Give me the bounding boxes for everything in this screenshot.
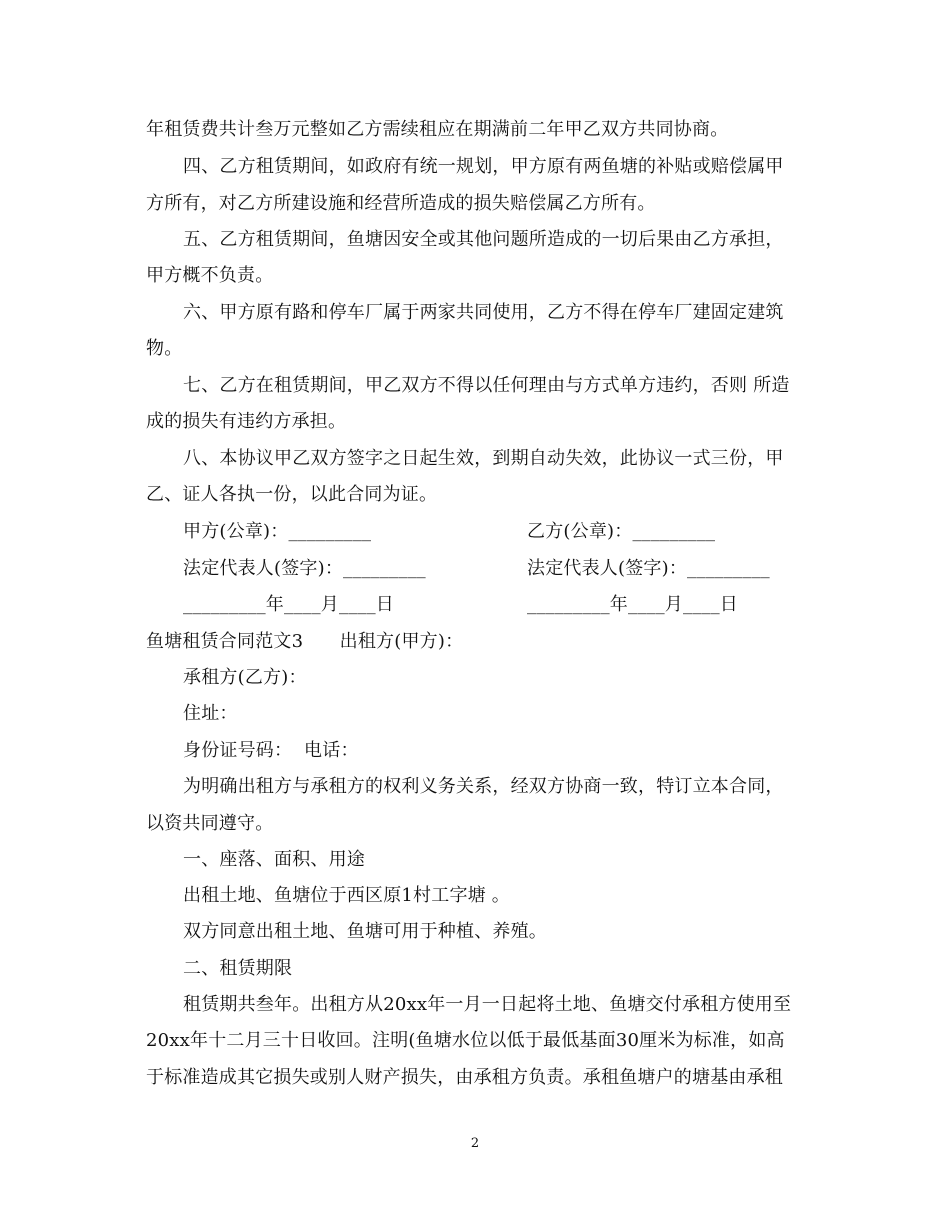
text-line: 以资共同遵守。 bbox=[146, 813, 274, 834]
party-a-representative: 法定代表人(签字)：_________ bbox=[183, 558, 426, 579]
text-line: 成的损失有违约方承担。 bbox=[146, 411, 347, 432]
text-line: 住址： bbox=[183, 703, 238, 724]
text-line: 承租方(乙方)： bbox=[183, 667, 307, 688]
text-line: 六、甲方原有路和停车厂属于两家共同使用，乙方不得在停车厂建固定建筑 bbox=[183, 302, 784, 323]
text-line: 身份证号码： 电话： bbox=[183, 740, 359, 761]
page-number: 2 bbox=[470, 1136, 480, 1151]
text-line: 八、本协议甲乙双方签字之日起生效，到期自动失效，此协议一式三份，甲 bbox=[183, 448, 784, 469]
text-line: 方所有，对乙方所建设施和经营所造成的损失赔偿属乙方所有。 bbox=[146, 193, 656, 214]
party-b-seal: 乙方(公章)：_________ bbox=[527, 521, 716, 542]
text-line: 二、租赁期限 bbox=[183, 958, 293, 979]
text-line: 年租赁费共计叁万元整如乙方需续租应在期满前二年甲乙双方共同协商。 bbox=[146, 119, 729, 140]
text-line: 七、乙方在租赁期间，甲乙双方不得以任何理由与方式单方违约，否则 所造 bbox=[183, 375, 790, 396]
text-line: 一、座落、面积、用途 bbox=[183, 849, 365, 870]
text-line: 甲方概不负责。 bbox=[146, 265, 274, 286]
text-line: 为明确出租方与承租方的权利义务关系，经双方协商一致，特订立本合同， bbox=[183, 776, 784, 797]
text-line: 租赁期共叁年。出租方从20xx年一月一日起将土地、鱼塘交付承租方使用至 bbox=[183, 994, 792, 1015]
text-line: 物。 bbox=[146, 338, 183, 359]
party-b-representative: 法定代表人(签字)：_________ bbox=[527, 558, 770, 579]
section-heading: 鱼塘租赁合同范文3 出租方(甲方)： bbox=[146, 631, 464, 652]
text-line: 五、乙方租赁期间，鱼塘因安全或其他问题所造成的一切后果由乙方承担， bbox=[183, 229, 784, 250]
party-b-date: _________年____月____日 bbox=[527, 594, 738, 615]
text-line: 出租土地、鱼塘位于西区原1村工字塘 。 bbox=[183, 885, 510, 906]
party-a-seal: 甲方(公章)：_________ bbox=[183, 521, 372, 542]
text-line: 双方同意出租土地、鱼塘可用于种植、养殖。 bbox=[183, 921, 547, 942]
text-line: 20xx年十二月三十日收回。注明(鱼塘水位以低于最低基面30厘米为标准，如高 bbox=[146, 1030, 785, 1051]
text-line: 于标准造成其它损失或别人财产损失，由承租方负责。承租鱼塘户的塘基由承租 bbox=[146, 1067, 783, 1088]
text-line: 乙、证人各执一份，以此合同为证。 bbox=[146, 484, 438, 505]
party-a-date: _________年____月____日 bbox=[183, 594, 394, 615]
text-line: 四、乙方租赁期间，如政府有统一规划，甲方原有两鱼塘的补贴或赔偿属甲 bbox=[183, 156, 784, 177]
